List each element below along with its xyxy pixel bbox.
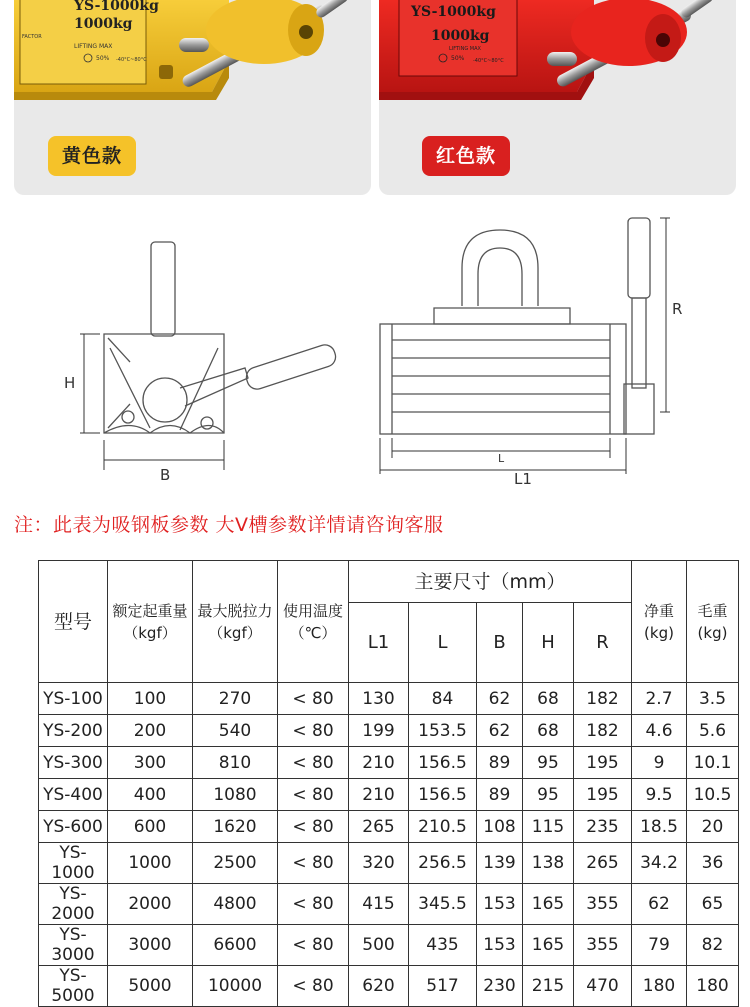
yellow-plate-percent: 50% xyxy=(96,55,110,62)
header-model: 型号 xyxy=(39,561,108,683)
cell-net-weight: 18.5 xyxy=(632,811,687,843)
cell-b: 89 xyxy=(477,747,523,779)
dim-l-label: L xyxy=(498,452,505,465)
table-row xyxy=(39,747,739,779)
red-plate-lifting: LIFTING MAX xyxy=(449,46,481,52)
cell-temp: < 80 xyxy=(278,747,349,779)
cell-max-pull: 2500 xyxy=(193,843,278,884)
header-gross-weight xyxy=(687,561,739,683)
cell-max-pull: 6600 xyxy=(193,925,278,966)
front-view-drawing xyxy=(370,208,700,498)
header-net-weight-label: 净重 xyxy=(643,601,674,620)
header-rated-load-label: 额定起重量 xyxy=(112,601,188,620)
table-row xyxy=(39,811,739,843)
cell-temp: < 80 xyxy=(278,683,349,715)
cell-l1: 500 xyxy=(349,925,409,966)
cell-r: 355 xyxy=(574,884,632,925)
cell-net-weight: 180 xyxy=(632,966,687,1007)
table-row xyxy=(39,683,739,715)
cell-l: 156.5 xyxy=(409,779,477,811)
cell-model: YS-5000 xyxy=(39,966,108,1007)
table-row xyxy=(39,966,739,1007)
header-max-pull-unit: （kgf） xyxy=(208,623,262,642)
header-max-pull-label: 最大脱拉力 xyxy=(197,601,273,620)
cell-b: 108 xyxy=(477,811,523,843)
table-row xyxy=(39,715,739,747)
note-text: 注：此表为吸钢板参数 大V槽参数详情请咨询客服 xyxy=(14,514,444,536)
cell-gross-weight: 10.1 xyxy=(687,747,739,779)
cell-model: YS-3000 xyxy=(39,925,108,966)
header-dim-h: H xyxy=(523,603,574,683)
cell-l: 156.5 xyxy=(409,747,477,779)
cell-gross-weight: 36 xyxy=(687,843,739,884)
cell-b: 153 xyxy=(477,925,523,966)
cell-net-weight: 79 xyxy=(632,925,687,966)
cell-gross-weight: 3.5 xyxy=(687,683,739,715)
cell-r: 355 xyxy=(574,925,632,966)
cell-net-weight: 34.2 xyxy=(632,843,687,884)
cell-l1: 320 xyxy=(349,843,409,884)
dim-h-label: H xyxy=(64,374,76,392)
yellow-plate-temp: -40°C~80°C xyxy=(116,57,147,63)
cell-model: YS-1000 xyxy=(39,843,108,884)
header-max-pull xyxy=(193,561,278,683)
table-row xyxy=(39,843,739,884)
cell-l: 153.5 xyxy=(409,715,477,747)
cell-gross-weight: 180 xyxy=(687,966,739,1007)
cell-r: 265 xyxy=(574,843,632,884)
cell-gross-weight: 65 xyxy=(687,884,739,925)
cell-gross-weight: 82 xyxy=(687,925,739,966)
header-dim-b: B xyxy=(477,603,523,683)
table-row xyxy=(39,779,739,811)
table-row xyxy=(39,925,739,966)
cell-b: 89 xyxy=(477,779,523,811)
red-plate-model: YS-1000kg xyxy=(411,4,496,20)
cell-l: 84 xyxy=(409,683,477,715)
header-temp xyxy=(278,561,349,683)
cell-l: 210.5 xyxy=(409,811,477,843)
cell-l: 517 xyxy=(409,966,477,1007)
yellow-plate-lifting: LIFTING MAX xyxy=(74,43,113,50)
red-model-photo xyxy=(379,0,736,195)
cell-net-weight: 4.6 xyxy=(632,715,687,747)
cell-max-pull: 540 xyxy=(193,715,278,747)
header-dim-r: R xyxy=(574,603,632,683)
red-plate-percent: 50% xyxy=(451,55,465,62)
header-temp-label: 使用温度 xyxy=(282,601,343,620)
cell-b: 62 xyxy=(477,683,523,715)
cell-b: 139 xyxy=(477,843,523,884)
yellow-model-label: 黄色款 xyxy=(48,136,136,176)
cell-model: YS-300 xyxy=(39,747,108,779)
red-plate-temp: -40°C~80°C xyxy=(473,58,504,64)
cell-rated-load: 300 xyxy=(108,747,193,779)
cell-h: 215 xyxy=(523,966,574,1007)
cell-max-pull: 1080 xyxy=(193,779,278,811)
cell-max-pull: 1620 xyxy=(193,811,278,843)
dim-b-label: B xyxy=(160,466,171,484)
header-main-dims: 主要尺寸（mm） xyxy=(349,561,632,603)
dim-l1-label: L1 xyxy=(514,470,532,488)
cell-net-weight: 2.7 xyxy=(632,683,687,715)
cell-temp: < 80 xyxy=(278,925,349,966)
side-view-svg xyxy=(70,208,350,498)
cell-rated-load: 200 xyxy=(108,715,193,747)
cell-l1: 130 xyxy=(349,683,409,715)
yellow-plate-model: YS-1000kg xyxy=(74,0,159,14)
cell-net-weight: 9 xyxy=(632,747,687,779)
cell-model: YS-100 xyxy=(39,683,108,715)
spec-table xyxy=(38,560,739,1007)
yellow-plate-capacity: 1000kg xyxy=(74,16,133,32)
cell-r: 182 xyxy=(574,715,632,747)
red-model-label: 红色款 xyxy=(422,136,510,176)
cell-gross-weight: 20 xyxy=(687,811,739,843)
cell-model: YS-400 xyxy=(39,779,108,811)
cell-l: 345.5 xyxy=(409,884,477,925)
cell-model: YS-2000 xyxy=(39,884,108,925)
cell-l: 435 xyxy=(409,925,477,966)
front-view-svg xyxy=(370,208,700,498)
cell-net-weight: 9.5 xyxy=(632,779,687,811)
cell-max-pull: 270 xyxy=(193,683,278,715)
cell-l1: 620 xyxy=(349,966,409,1007)
cell-temp: < 80 xyxy=(278,966,349,1007)
cell-h: 115 xyxy=(523,811,574,843)
cell-l1: 210 xyxy=(349,747,409,779)
table-row xyxy=(39,884,739,925)
cell-rated-load: 600 xyxy=(108,811,193,843)
header-rated-load xyxy=(108,561,193,683)
cell-b: 153 xyxy=(477,884,523,925)
header-net-weight xyxy=(632,561,687,683)
cell-h: 165 xyxy=(523,925,574,966)
header-dim-l1: L1 xyxy=(349,603,409,683)
cell-net-weight: 62 xyxy=(632,884,687,925)
cell-h: 68 xyxy=(523,683,574,715)
cell-gross-weight: 5.6 xyxy=(687,715,739,747)
header-gross-weight-label: 毛重 xyxy=(697,601,728,620)
side-view-drawing xyxy=(64,208,350,498)
cell-temp: < 80 xyxy=(278,884,349,925)
cell-l1: 210 xyxy=(349,779,409,811)
cell-l1: 415 xyxy=(349,884,409,925)
cell-model: YS-600 xyxy=(39,811,108,843)
cell-temp: < 80 xyxy=(278,715,349,747)
cell-max-pull: 4800 xyxy=(193,884,278,925)
cell-r: 470 xyxy=(574,966,632,1007)
cell-b: 62 xyxy=(477,715,523,747)
cell-l: 256.5 xyxy=(409,843,477,884)
cell-r: 235 xyxy=(574,811,632,843)
cell-h: 138 xyxy=(523,843,574,884)
cell-r: 182 xyxy=(574,683,632,715)
cell-l1: 265 xyxy=(349,811,409,843)
cell-gross-weight: 10.5 xyxy=(687,779,739,811)
cell-h: 68 xyxy=(523,715,574,747)
cell-rated-load: 1000 xyxy=(108,843,193,884)
cell-h: 95 xyxy=(523,747,574,779)
cell-rated-load: 5000 xyxy=(108,966,193,1007)
cell-b: 230 xyxy=(477,966,523,1007)
cell-max-pull: 10000 xyxy=(193,966,278,1007)
cell-h: 95 xyxy=(523,779,574,811)
red-plate-capacity: 1000kg xyxy=(431,28,490,44)
cell-temp: < 80 xyxy=(278,843,349,884)
cell-r: 195 xyxy=(574,779,632,811)
cell-r: 195 xyxy=(574,747,632,779)
cell-h: 165 xyxy=(523,884,574,925)
cell-model: YS-200 xyxy=(39,715,108,747)
cell-max-pull: 810 xyxy=(193,747,278,779)
header-dim-l: L xyxy=(409,603,477,683)
header-rated-load-unit: （kgf） xyxy=(123,623,177,642)
header-gross-weight-unit: (kg) xyxy=(697,623,728,642)
cell-rated-load: 100 xyxy=(108,683,193,715)
cell-temp: < 80 xyxy=(278,779,349,811)
cell-rated-load: 3000 xyxy=(108,925,193,966)
cell-rated-load: 2000 xyxy=(108,884,193,925)
cell-l1: 199 xyxy=(349,715,409,747)
header-temp-unit: （℃） xyxy=(289,623,337,642)
cell-rated-load: 400 xyxy=(108,779,193,811)
yellow-plate-factor: FACTOR xyxy=(22,34,42,40)
header-net-weight-unit: (kg) xyxy=(644,623,674,642)
yellow-model-photo xyxy=(14,0,371,195)
cell-temp: < 80 xyxy=(278,811,349,843)
dim-r-label: R xyxy=(672,300,683,318)
